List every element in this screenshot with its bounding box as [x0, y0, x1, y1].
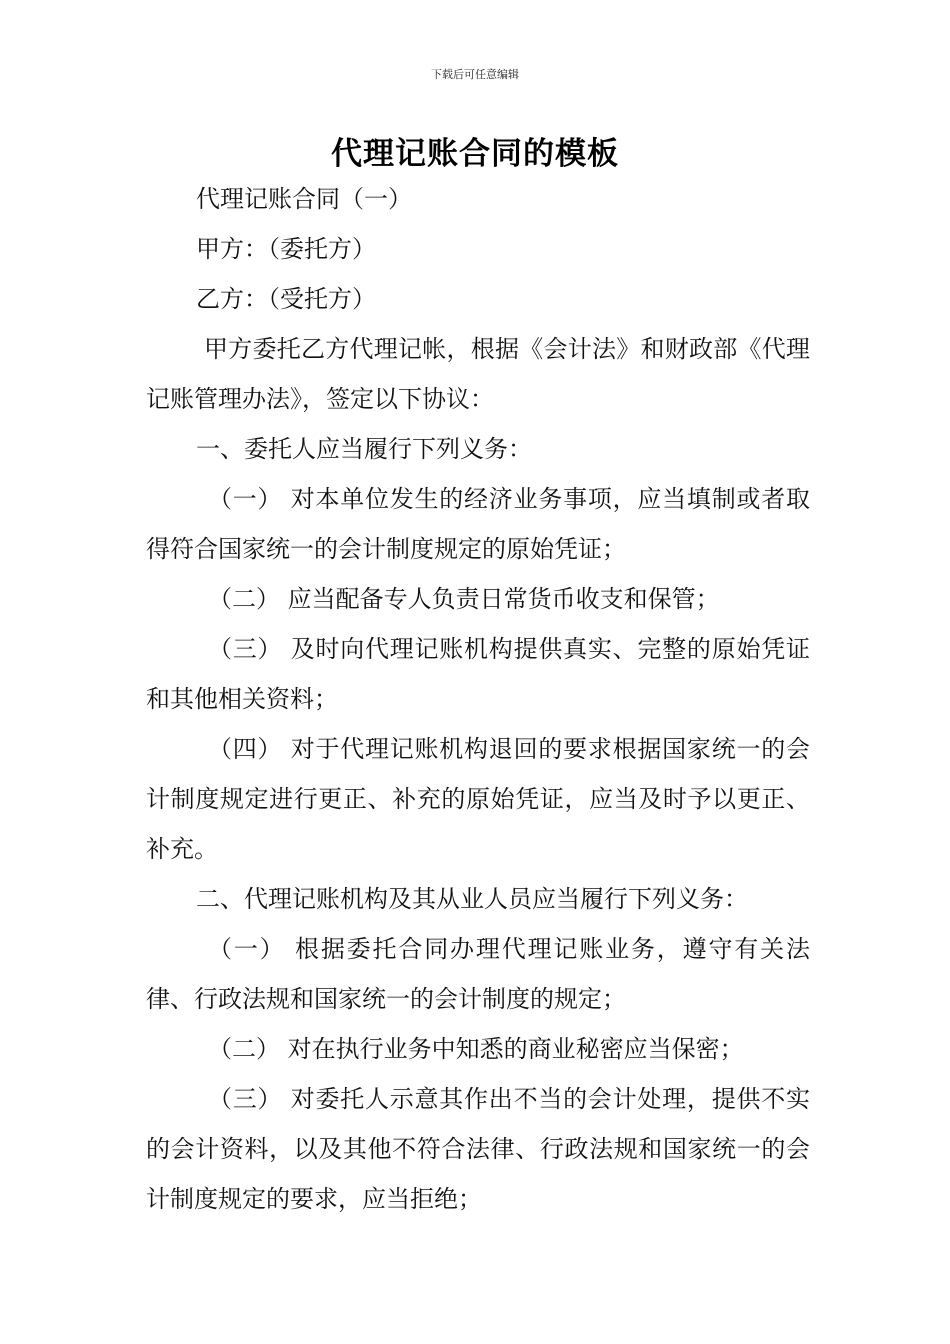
section-heading-1: 一、委托人应当履行下列义务： — [196, 435, 532, 463]
section-heading-2: 二、代理记账机构及其从业人员应当履行下列义务： — [196, 885, 748, 913]
clause-1-1: （一） 对本单位发生的经济业务事项，应当填制或者取得符合国家统一的会计制度规定的原始凭证； — [146, 485, 810, 563]
clause-1-4: （四） 对于代理记账机构退回的要求根据国家统一的会计制度规定进行更正、补充的原始凭证，应当及时予以更正、补充。 — [146, 735, 810, 863]
clause-2-2: （二） 对在执行业务中知悉的商业秘密应当保密； — [208, 1035, 744, 1063]
intro-paragraph: 甲方委托乙方代理记帐，根据《会计法》和财政部《代理记账管理办法》，签定以下协议： — [146, 335, 810, 413]
clause-2-1: （一） 根据委托合同办理代理记账业务，遵守有关法律、行政法规和国家统一的会计制度的规定； — [146, 935, 810, 1013]
party-a-line: 甲方：（委托方） — [196, 235, 376, 263]
clause-2-3: （三） 对委托人示意其作出不当的会计处理，提供不实的会计资料，以及其他不符合法律、行政法规和国家统一的会计制度规定的要求，应当拒绝； — [146, 1085, 810, 1213]
header-note: 下载后可任意编辑 — [431, 68, 519, 81]
document-body — [146, 174, 810, 1224]
contract-subtitle: 代理记账合同（一） — [196, 185, 412, 213]
clause-1-3: （三） 及时向代理记账机构提供真实、完整的原始凭证和其他相关资料； — [146, 635, 810, 713]
document-title: 代理记账合同的模板 — [331, 136, 619, 172]
party-b-line: 乙方：（受托方） — [196, 285, 376, 313]
clause-1-2: （二） 应当配备专人负责日常货币收支和保管； — [208, 585, 720, 613]
